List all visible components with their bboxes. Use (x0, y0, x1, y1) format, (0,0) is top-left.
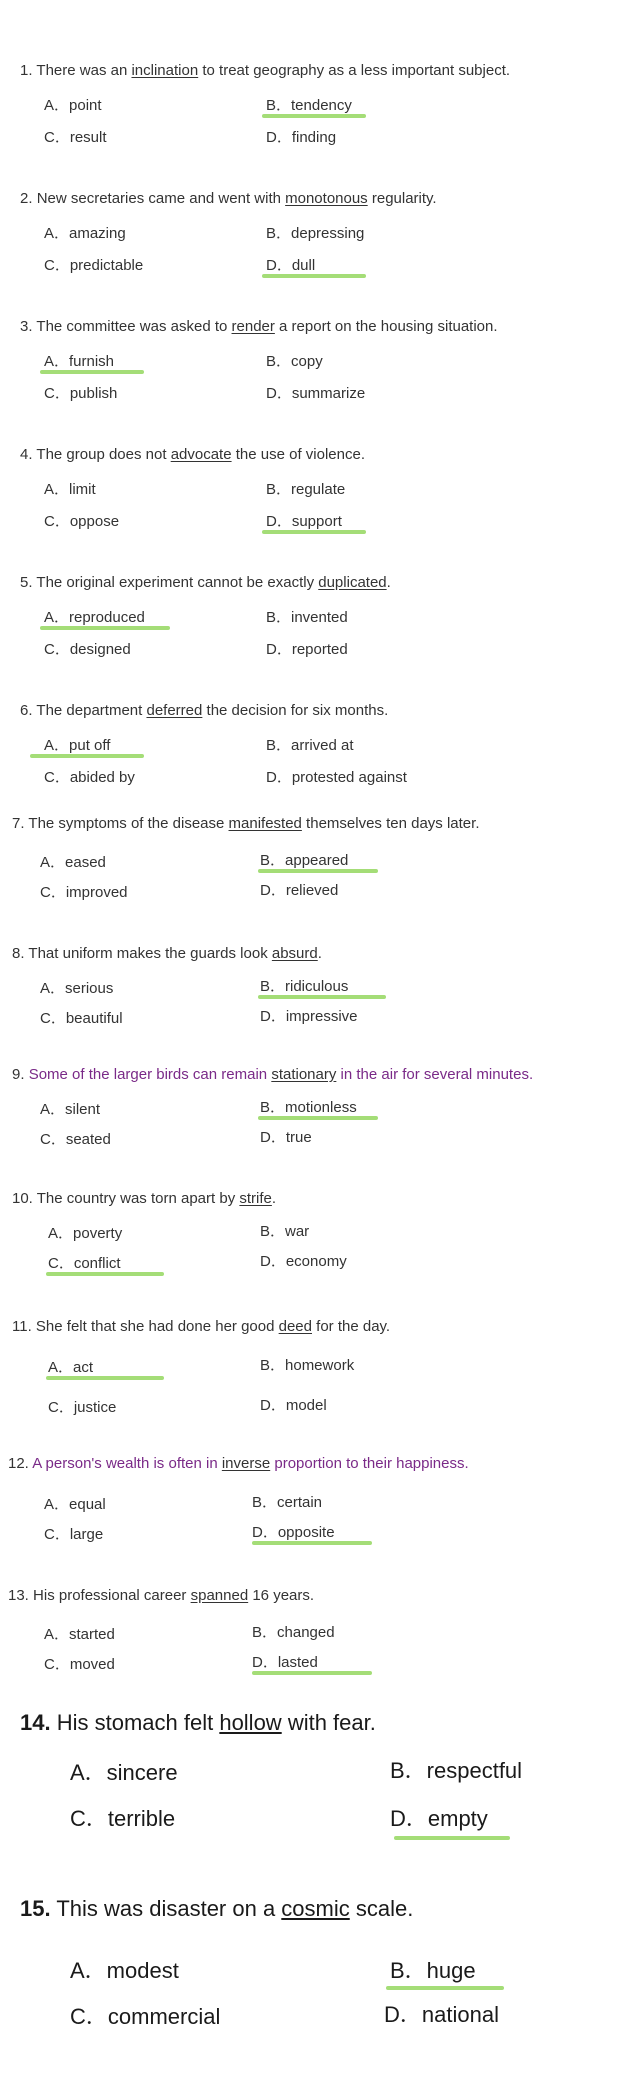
option-b[interactable]: B．tendency (266, 97, 352, 114)
stem-text: The symptoms of the disease (28, 815, 229, 832)
option-b[interactable]: B．war (260, 1223, 310, 1240)
keyword: stationary (271, 1066, 337, 1083)
keyword: cosmic (281, 1896, 350, 1921)
option-d[interactable]: D．impressive (260, 1008, 358, 1025)
question-number: 10. (12, 1190, 33, 1207)
stem-text: That uniform makes the guards look (28, 945, 272, 962)
answer-highlight (258, 869, 378, 873)
question-stem (20, 446, 365, 463)
question-stem (12, 1318, 390, 1335)
answer-highlight (252, 1671, 372, 1675)
option-d[interactable]: D．finding (266, 129, 337, 146)
option-d[interactable]: D．model (260, 1397, 327, 1414)
option-c[interactable]: C．designed (44, 641, 131, 658)
question-stem (20, 574, 391, 591)
question-stem (8, 1587, 314, 1604)
question-number: 9. (12, 1066, 25, 1083)
stem-text: for the day. (312, 1318, 391, 1335)
stem-text: the decision for six months. (202, 702, 389, 719)
question-number: 1. (20, 62, 33, 79)
option-a[interactable]: A．amazing (44, 225, 126, 242)
option-a[interactable]: A．put off (44, 737, 111, 754)
question-number: 4. (20, 446, 33, 463)
stem-text: New secretaries came and went with (36, 190, 286, 207)
question-number: 11. (12, 1318, 32, 1335)
stem-text: a report on the housing situation. (274, 318, 498, 335)
option-a[interactable]: A．serious (40, 980, 114, 997)
option-d[interactable]: D．support (266, 513, 342, 530)
stem-text: to treat geography as a less important subject. (198, 62, 511, 79)
option-c[interactable]: C．improved (40, 884, 128, 901)
question-stem (12, 815, 479, 832)
question-number: 6. (20, 702, 33, 719)
option-d[interactable]: D．reported (266, 641, 348, 658)
option-b[interactable]: B．huge (390, 1958, 476, 1983)
option-c[interactable]: C．beautiful (40, 1010, 123, 1027)
option-c[interactable]: C．terrible (70, 1806, 176, 1831)
option-c[interactable]: C．conflict (48, 1255, 121, 1272)
option-a[interactable]: A．reproduced (44, 609, 145, 626)
stem-text: themselves ten days later. (301, 815, 480, 832)
question-stem (20, 318, 498, 335)
stem-text: regularity. (367, 190, 437, 207)
answer-highlight (262, 530, 366, 534)
stem-text: . (271, 1190, 277, 1207)
stem-text: Some of the larger birds can remain (28, 1066, 272, 1083)
stem-text: The department (36, 702, 147, 719)
option-c[interactable]: C．abided by (44, 769, 135, 786)
option-c[interactable]: C．predictable (44, 257, 144, 274)
option-d[interactable]: D．relieved (260, 882, 339, 899)
question-stem (12, 945, 322, 962)
answer-highlight (258, 995, 386, 999)
keyword: deferred (146, 702, 203, 719)
question-number: 15. (20, 1896, 51, 1921)
stem-text: The committee was asked to (36, 318, 232, 335)
option-d[interactable]: D．dull (266, 257, 316, 274)
stem-text: 16 years. (248, 1587, 315, 1604)
keyword: inclination (131, 62, 199, 79)
option-b[interactable]: B．depressing (266, 225, 365, 242)
option-c[interactable]: C．result (44, 129, 107, 146)
option-a[interactable]: A．silent (40, 1101, 101, 1118)
option-b[interactable]: B．regulate (266, 481, 346, 498)
question-stem (20, 702, 388, 719)
option-a[interactable]: A．act (48, 1359, 94, 1376)
stem-text: . (386, 574, 391, 591)
option-a[interactable]: A．started (44, 1626, 115, 1643)
stem-text: There was an (36, 62, 132, 79)
question-stem (20, 1896, 413, 1922)
option-d[interactable]: D．national (384, 2002, 499, 2027)
stem-text: . (317, 945, 322, 962)
stem-text: She felt that she had done her good (35, 1318, 279, 1335)
option-d[interactable]: D．lasted (252, 1654, 318, 1671)
option-b[interactable]: B．homework (260, 1357, 355, 1374)
option-b[interactable]: B．changed (252, 1624, 335, 1641)
answer-highlight (46, 1272, 164, 1276)
answer-highlight (40, 370, 144, 374)
option-b[interactable]: B．certain (252, 1494, 323, 1511)
stem-text: in the air for several minutes. (336, 1066, 534, 1083)
stem-text: scale. (349, 1896, 414, 1921)
option-b[interactable]: B．ridiculous (260, 978, 349, 995)
answer-highlight (252, 1541, 372, 1545)
question-stem (12, 1190, 276, 1207)
option-d[interactable]: D．opposite (252, 1524, 335, 1541)
option-c[interactable]: C．justice (48, 1399, 117, 1416)
question-number: 13. (8, 1587, 29, 1604)
option-d[interactable]: D．protested against (266, 769, 407, 786)
stem-text: The group does not (36, 446, 171, 463)
question-stem (20, 1710, 376, 1736)
stem-text: A person's wealth is often in (32, 1455, 222, 1472)
option-c[interactable]: C．commercial (70, 2004, 221, 2029)
keyword: monotonous (285, 190, 368, 207)
question-stem (8, 1455, 469, 1472)
stem-text: the use of violence. (231, 446, 365, 463)
answer-highlight (394, 1836, 510, 1840)
option-c[interactable]: C．seated (40, 1131, 111, 1148)
keyword: absurd (271, 945, 318, 962)
keyword: inverse (221, 1455, 271, 1472)
option-a[interactable]: A．modest (70, 1958, 179, 1983)
keyword: spanned (190, 1587, 249, 1604)
option-b[interactable]: B．respectful (390, 1758, 523, 1783)
option-d[interactable]: D．true (260, 1129, 312, 1146)
option-c[interactable]: C．large (44, 1526, 104, 1543)
option-d[interactable]: D．empty (390, 1806, 488, 1831)
option-b[interactable]: B．invented (266, 609, 348, 626)
question-number: 3. (20, 318, 33, 335)
stem-text: with fear. (281, 1710, 376, 1735)
option-a[interactable]: A．point (44, 97, 102, 114)
option-a[interactable]: A．equal (44, 1496, 106, 1513)
answer-highlight (258, 1116, 378, 1120)
question-number: 14. (20, 1710, 51, 1735)
keyword: render (231, 318, 275, 335)
question-stem (20, 62, 510, 79)
option-a[interactable]: A．sincere (70, 1760, 178, 1785)
question-number: 8. (12, 945, 25, 962)
answer-highlight (40, 626, 170, 630)
keyword: strife (239, 1190, 272, 1207)
answer-highlight (262, 274, 366, 278)
option-c[interactable]: C．oppose (44, 513, 120, 530)
option-c[interactable]: C．publish (44, 385, 118, 402)
option-a[interactable]: A．limit (44, 481, 96, 498)
option-a[interactable]: A．furnish (44, 353, 115, 370)
question-number: 5. (20, 574, 33, 591)
option-a[interactable]: A．poverty (48, 1225, 123, 1242)
answer-highlight (46, 1376, 164, 1380)
keyword: manifested (228, 815, 302, 832)
keyword: hollow (219, 1710, 282, 1735)
keyword: duplicated (318, 574, 387, 591)
question-stem (20, 190, 437, 207)
option-b[interactable]: B．arrived at (266, 737, 354, 754)
option-c[interactable]: C．moved (44, 1656, 115, 1673)
option-d[interactable]: D．summarize (266, 385, 366, 402)
keyword: deed (278, 1318, 312, 1335)
stem-text: This was disaster on a (56, 1896, 282, 1921)
option-a[interactable]: A．eased (40, 854, 106, 871)
answer-highlight (262, 114, 366, 118)
question-stem (12, 1066, 533, 1083)
question-number: 2. (20, 190, 33, 207)
stem-text: His stomach felt (56, 1710, 220, 1735)
option-b[interactable]: B．motionless (260, 1099, 357, 1116)
keyword: advocate (170, 446, 232, 463)
stem-text: His professional career (33, 1587, 191, 1604)
option-b[interactable]: B．appeared (260, 852, 349, 869)
stem-text: The original experiment cannot be exactly (36, 574, 319, 591)
stem-text: The country was torn apart by (36, 1190, 240, 1207)
answer-highlight (30, 754, 144, 758)
option-b[interactable]: B．copy (266, 353, 323, 370)
option-d[interactable]: D．economy (260, 1253, 347, 1270)
stem-text: proportion to their happiness. (270, 1455, 469, 1472)
question-number: 12. (8, 1455, 29, 1472)
question-number: 7. (12, 815, 25, 832)
answer-highlight (386, 1986, 504, 1990)
